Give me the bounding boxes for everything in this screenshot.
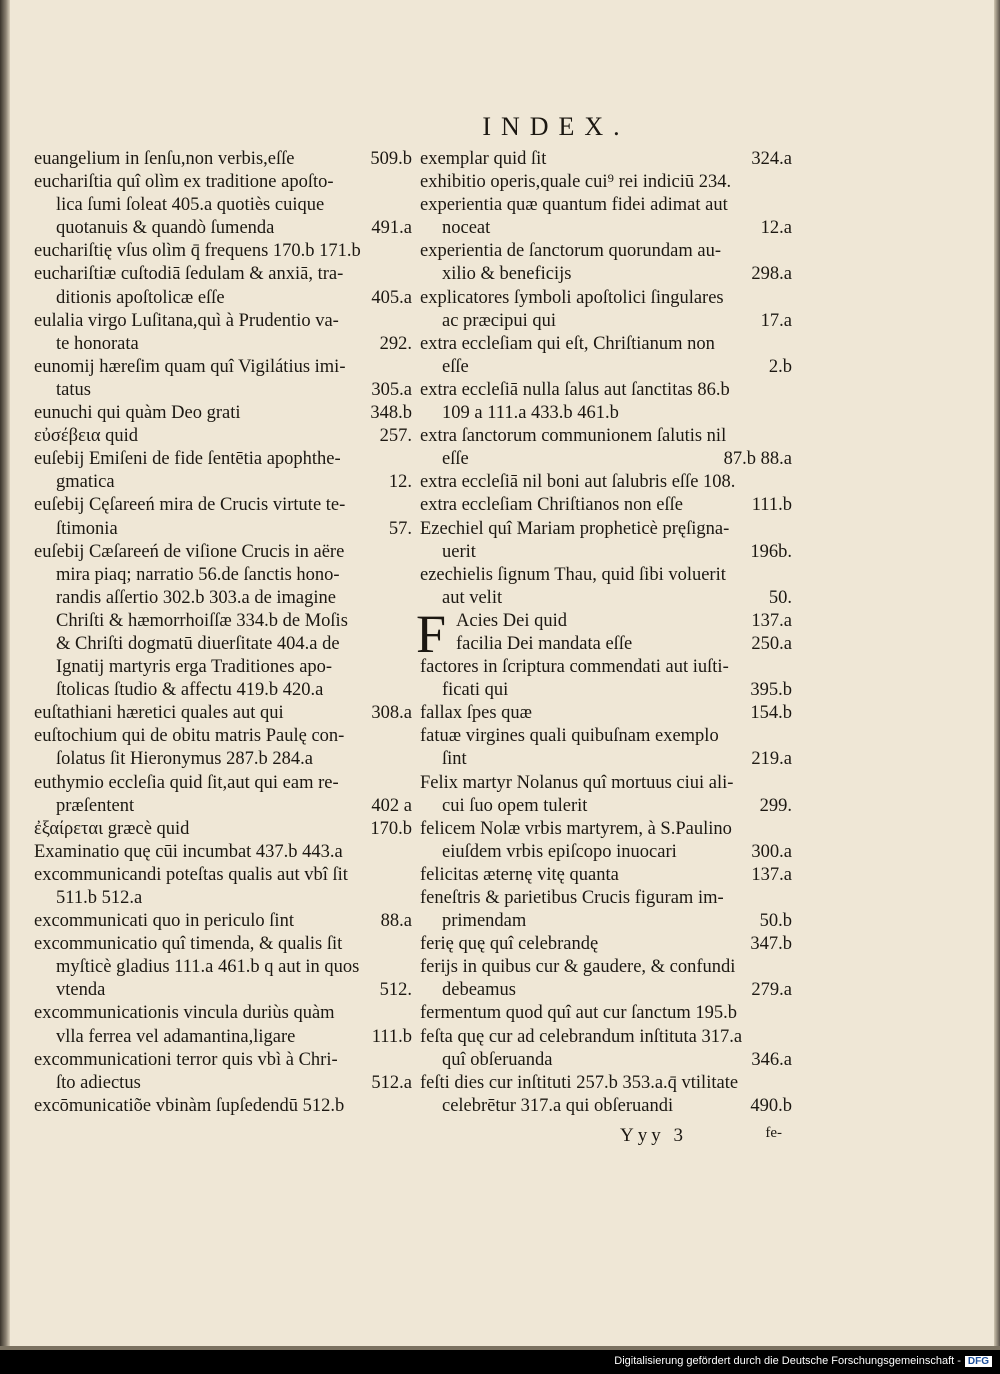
index-line — [420, 541, 792, 564]
index-term: Felix martyr Nolanus quî mortuus ciui ali- — [420, 772, 734, 793]
index-term: Acies Dei quid — [456, 610, 567, 631]
page-reference: 305.a — [371, 379, 412, 400]
index-term: Ignatij martyris erga Traditiones apo- — [56, 657, 333, 678]
index-entry — [34, 494, 412, 540]
index-entry — [34, 541, 412, 703]
index-line — [34, 795, 412, 818]
index-line — [34, 725, 412, 748]
index-term: ezechielis ſignum Thau, quid ſibi voluerit — [420, 564, 726, 585]
page-bottom-edge — [0, 1346, 1000, 1350]
index-term: felicem Nolæ vrbis martyrem, à S.Paulino — [420, 818, 732, 839]
index-line — [34, 171, 412, 194]
index-entry — [34, 933, 412, 1002]
page-reference: 17.a — [760, 310, 792, 331]
index-term: xilio & beneficijs — [442, 264, 572, 285]
page-reference: 87.b 88.a — [723, 449, 792, 470]
page-reference: 88.a — [380, 911, 412, 932]
index-term: fermentum quod quî aut cur ſanctum 195.b — [420, 1003, 737, 1024]
index-term: eiuſdem vrbis epiſcopo inuocari — [442, 841, 677, 862]
index-term: excommunicationis vincula duriùs quàm — [34, 1003, 335, 1024]
index-term: euthymio eccleſia quid ſit,aut qui eam re- — [34, 772, 339, 793]
index-entry — [420, 194, 792, 240]
index-line — [420, 1026, 792, 1049]
index-line — [34, 1026, 412, 1049]
index-line — [420, 610, 792, 633]
page-reference: 2.b — [768, 356, 792, 377]
index-entry — [34, 772, 412, 818]
index-term: cui ſuo opem tulerit — [442, 795, 588, 816]
index-line — [34, 1095, 412, 1118]
index-line — [34, 933, 412, 956]
index-line — [34, 772, 412, 795]
index-term: extra eccleſiam qui eſt, Chriſtianum non — [420, 333, 715, 354]
index-line — [420, 725, 792, 748]
index-term: 109 a 111.a 433.b 461.b — [442, 403, 619, 424]
page-reference: 512. — [379, 980, 412, 1001]
index-term: felicitas æternę vitę quanta — [420, 864, 619, 885]
index-term: εὐσέβεια quid — [34, 426, 139, 447]
page-reference: 298.a — [751, 264, 792, 285]
index-entry — [420, 1002, 792, 1025]
index-line — [420, 287, 792, 310]
page-reference: 170.b — [370, 818, 412, 839]
index-term: exemplar quid ſit — [420, 149, 547, 169]
index-term: primendam — [442, 911, 527, 932]
index-term: excommunicationi terror quis vbì à Chri- — [34, 1049, 338, 1070]
index-line — [420, 1002, 792, 1025]
index-line — [34, 263, 412, 286]
index-line — [34, 494, 412, 517]
index-term: experientia quæ quantum fidei adimat aut — [420, 195, 728, 216]
index-line — [420, 864, 792, 887]
index-line — [34, 402, 412, 425]
index-term: facilia Dei mandata eſſe — [456, 633, 633, 654]
page-reference: 491.a — [371, 218, 412, 239]
index-term: experientia de ſanctorum quorundam au- — [420, 241, 722, 262]
index-line — [34, 310, 412, 333]
page-reference: 346.a — [751, 1049, 792, 1070]
index-term: vtenda — [56, 980, 106, 1001]
index-line — [420, 587, 792, 610]
page-reference: 512.a — [371, 1072, 412, 1093]
index-term: explicatores ſymboli apoſtolici ſingulares — [420, 287, 724, 308]
index-term: eunomij hæreſim quam quî Vigilátius imi- — [34, 356, 346, 377]
index-entry — [34, 448, 412, 494]
index-term: Examinatio quę cūi incumbat 437.b 443.a — [34, 841, 343, 862]
index-term: extra ſanctorum communionem ſalutis nil — [420, 426, 727, 447]
digitization-credit: Digitalisierung gefördert durch die Deutsche Forschungsgemeinschaft - DFG — [614, 1352, 992, 1370]
index-term: ficati qui — [442, 680, 509, 701]
index-line — [420, 310, 792, 333]
page-reference: 347.b — [750, 934, 792, 955]
index-line — [420, 171, 792, 194]
index-line — [420, 356, 792, 379]
index-line — [420, 148, 792, 171]
index-term: ditionis apoſtolicæ eſſe — [56, 287, 225, 308]
index-term: euſebij Cæſareeń de viſione Crucis in aëre — [34, 541, 345, 562]
page-reference: 299. — [759, 795, 792, 816]
index-term: tatus — [56, 379, 91, 400]
index-line — [420, 564, 792, 587]
index-line — [34, 217, 412, 240]
page-reference: 137.a — [751, 610, 792, 631]
page-reference: 111.b — [371, 1026, 412, 1047]
page-reference: 402 a — [371, 795, 412, 816]
index-entry — [420, 887, 792, 933]
page-title: INDEX. — [482, 112, 630, 141]
index-line — [34, 1072, 412, 1095]
page-reference: 250.a — [751, 633, 792, 654]
index-line — [34, 702, 412, 725]
page-header — [0, 112, 1000, 142]
index-entry — [420, 656, 792, 702]
index-term: excōmunicatiõe vbinàm ſupſedendū 512.b — [34, 1095, 345, 1116]
index-line — [34, 1049, 412, 1072]
index-line — [420, 633, 792, 656]
index-term: fallax ſpes quæ — [420, 703, 533, 724]
index-line — [34, 841, 412, 864]
index-term: quî obſeruanda — [442, 1049, 553, 1070]
index-column-left — [34, 148, 412, 1118]
index-term: euchariſtiæ cuſtodiā ſedulam & anxiā, tra- — [34, 264, 344, 285]
index-line — [34, 518, 412, 541]
index-term: ferię quę quî celebrandę — [420, 934, 599, 955]
index-line — [420, 841, 792, 864]
index-term: excommunicati quo in periculo ſint — [34, 911, 294, 932]
index-entry — [420, 425, 792, 471]
index-line — [34, 956, 412, 979]
index-line — [420, 772, 792, 795]
index-entry — [420, 171, 792, 194]
index-line — [420, 1095, 792, 1118]
binding-edge — [0, 0, 10, 1350]
index-line — [420, 933, 792, 956]
page-reference: 57. — [388, 518, 412, 539]
index-term: eulalia virgo Luſitana,quì à Prudentio va- — [34, 310, 339, 331]
index-entry — [420, 1072, 792, 1118]
index-entry — [420, 494, 792, 517]
page-reference: 50.b — [759, 911, 792, 932]
index-entry — [420, 379, 792, 425]
index-entry — [420, 956, 792, 1002]
index-term: ſtimonia — [56, 518, 118, 539]
index-term: 511.b 512.a — [56, 888, 143, 908]
index-term: eſſe — [442, 356, 469, 377]
index-line — [34, 356, 412, 379]
index-line — [420, 818, 792, 841]
index-line — [420, 1049, 792, 1072]
index-term: randis aſſertio 302.b 303.a de imagine — [56, 587, 336, 608]
index-line — [420, 656, 792, 679]
credit-text: Digitalisierung gefördert durch die Deutsche Forschungsgemeinschaft — [614, 1355, 955, 1367]
index-term: euſebij Emiſeni de fide ſentētia apophthe- — [34, 449, 341, 470]
index-term: excommunicandi poteſtas qualis aut vbî ſit — [34, 864, 348, 885]
index-line — [420, 494, 792, 517]
index-line — [34, 633, 412, 656]
index-entry — [34, 240, 412, 263]
page-reference: 324.a — [751, 149, 792, 169]
index-line — [34, 564, 412, 587]
index-term: ferijs in quibus cur & gaudere, & confundi — [420, 957, 736, 978]
index-entry — [420, 772, 792, 818]
index-term: Chriſti & hæmorrhoiſſæ 334.b de Moſis — [56, 610, 348, 631]
index-entry — [34, 1049, 412, 1095]
index-term: gmatica — [56, 472, 115, 493]
index-term: euchariſtię vſus olìm q̄ frequens 170.b 171.b — [34, 241, 361, 262]
index-entry — [34, 1095, 412, 1118]
page-reference: 50. — [768, 587, 792, 608]
index-term: ſolatus ſit Hieronymus 287.b 284.a — [56, 749, 313, 770]
index-entry — [34, 148, 412, 171]
index-entry — [420, 818, 792, 864]
index-entry — [34, 864, 412, 910]
index-term: & Chriſti dogmatū diuerſitate 404.a de — [56, 633, 340, 654]
index-entry — [420, 287, 792, 333]
index-line — [420, 518, 792, 541]
index-entry — [420, 933, 792, 956]
index-entry — [34, 171, 412, 240]
index-term: feſta quę cur ad celebrandum inſtituta 317.a — [420, 1026, 743, 1047]
index-entry — [420, 864, 792, 887]
page-reference: 292. — [379, 333, 412, 354]
page-reference: 111.b — [751, 495, 792, 516]
index-term: extra eccleſiam Chriſtianos non eſſe — [420, 495, 684, 516]
index-entry — [34, 425, 412, 448]
index-line — [420, 240, 792, 263]
index-term: feneſtris & parietibus Crucis figuram im- — [420, 888, 724, 908]
index-term: ac præcipui qui — [442, 310, 557, 331]
page-reference: 196b. — [750, 541, 792, 562]
index-term: extra eccleſiā nil boni aut ſalubris eſſe 108. — [420, 472, 736, 493]
index-line — [34, 240, 412, 263]
index-line — [34, 864, 412, 887]
index-entry — [420, 518, 792, 564]
index-entry — [34, 263, 412, 309]
index-line — [420, 448, 792, 471]
index-line — [420, 979, 792, 1002]
index-line — [34, 448, 412, 471]
index-line — [420, 379, 792, 402]
index-line — [420, 748, 792, 771]
index-term: feſti dies cur inſtituti 257.b 353.a.q̄ vtilitate — [420, 1072, 739, 1093]
page-reference: 137.a — [751, 864, 792, 885]
index-term: euſtochium qui de obitu matris Paulę con- — [34, 726, 345, 747]
index-entry — [34, 818, 412, 841]
index-entry — [34, 702, 412, 725]
index-line — [34, 194, 412, 217]
index-line — [420, 333, 792, 356]
index-line — [34, 979, 412, 1002]
index-entry — [34, 841, 412, 864]
index-line — [420, 217, 792, 240]
page-edge — [994, 0, 1000, 1350]
index-term: te honorata — [56, 333, 139, 354]
catchword: fe- — [765, 1125, 782, 1141]
index-term: ſint — [442, 749, 467, 770]
index-entry — [34, 910, 412, 933]
index-term: celebrētur 317.a qui obſeruandi — [442, 1095, 674, 1116]
page-reference: 348.b — [370, 403, 412, 424]
page-reference: 395.b — [750, 680, 792, 701]
index-line — [420, 471, 792, 494]
index-term: myſticè gladius 111.a 461.b q aut in quos — [56, 957, 360, 978]
index-entry — [34, 356, 412, 402]
index-term: euſebij Cęſareeń mira de Crucis virtute te- — [34, 495, 346, 516]
index-term: aut velit — [442, 587, 503, 608]
index-line — [34, 379, 412, 402]
index-line — [34, 587, 412, 610]
index-term: vlla ferrea vel adamantina,ligare — [56, 1026, 296, 1047]
index-term: eſſe — [442, 449, 469, 470]
page-reference: 12.a — [760, 218, 792, 239]
index-line — [34, 333, 412, 356]
drop-cap-letter: F — [416, 603, 447, 664]
index-line — [420, 402, 792, 425]
index-line — [34, 1002, 412, 1025]
page-reference: 219.a — [751, 749, 792, 770]
index-term: præſentent — [56, 795, 135, 816]
page-reference: 279.a — [751, 980, 792, 1001]
index-term: eunuchi qui quàm Deo grati — [34, 403, 241, 424]
index-line — [420, 425, 792, 448]
index-line — [34, 679, 412, 702]
index-term: euchariſtia quî olìm ex traditione apoſto- — [34, 172, 334, 193]
index-line — [34, 287, 412, 310]
index-line — [420, 887, 792, 910]
index-line — [420, 956, 792, 979]
index-term: ἐξαίρεται græcè quid — [34, 818, 190, 839]
page-footer-marks — [620, 1125, 790, 1147]
page-reference: 509.b — [370, 149, 412, 169]
index-line — [34, 425, 412, 448]
index-term: quotanuis & quandò ſumenda — [56, 218, 275, 239]
page-reference: 405.a — [371, 287, 412, 308]
index-entry — [420, 564, 792, 610]
page-reference: 12. — [388, 472, 412, 493]
index-term: mira piaq; narratio 56.de ſanctis hono- — [56, 564, 340, 585]
index-line — [420, 679, 792, 702]
index-entry — [420, 1026, 792, 1072]
index-line — [34, 887, 412, 910]
index-line — [420, 795, 792, 818]
page-reference: 300.a — [751, 841, 792, 862]
index-term: debeamus — [442, 980, 516, 1001]
index-entry — [420, 471, 792, 494]
index-entry — [34, 725, 412, 771]
index-entry — [34, 1002, 412, 1048]
page-reference: 308.a — [371, 703, 412, 724]
index-line — [34, 610, 412, 633]
index-entry — [420, 148, 792, 171]
index-term: Ezechiel quî Mariam propheticè pręſigna- — [420, 518, 730, 539]
index-term: euangelium in ſenſu,non verbis,eſſe — [34, 149, 295, 169]
page-reference: 257. — [379, 426, 412, 447]
index-term: euſtathiani hæretici quales aut qui — [34, 703, 284, 724]
page-reference: 154.b — [750, 703, 792, 724]
index-entry — [420, 333, 792, 379]
index-term: fatuæ virgines quali quibuſnam exemplo — [420, 726, 719, 747]
index-column-right — [416, 148, 792, 1118]
index-entry — [416, 603, 792, 664]
index-term: uerit — [442, 541, 476, 562]
index-line — [34, 910, 412, 933]
page-reference: 490.b — [750, 1095, 792, 1116]
index-line — [420, 910, 792, 933]
index-term: extra eccleſiā nulla ſalus aut ſanctitas 86.b — [420, 379, 730, 400]
index-term: factores in ſcriptura commendati aut iuſti- — [420, 657, 729, 678]
dfg-logo: DFG — [965, 1356, 992, 1367]
index-line — [420, 702, 792, 725]
index-term: excommunicatio quî timenda, & qualis ſit — [34, 934, 343, 955]
index-entry — [420, 240, 792, 286]
index-line — [34, 541, 412, 564]
index-entry — [420, 702, 792, 725]
index-term: noceat — [442, 218, 491, 239]
index-entry — [34, 402, 412, 425]
index-term: lica ſumi ſoleat 405.a quotiès cuique — [56, 195, 325, 216]
index-term: ſto adiectus — [56, 1072, 141, 1093]
index-line — [420, 263, 792, 286]
index-line — [420, 1072, 792, 1095]
index-line — [34, 748, 412, 771]
index-line — [34, 148, 412, 171]
index-term: ſtolicas ſtudio & affectu 419.b 420.a — [56, 680, 324, 701]
index-term: exhibitio operis,quale cui⁹ rei indiciū 234. — [420, 172, 732, 193]
index-entry — [420, 725, 792, 771]
index-entry — [34, 310, 412, 356]
index-line — [34, 471, 412, 494]
signature-mark: Yyy 3 — [620, 1125, 687, 1146]
index-line — [34, 656, 412, 679]
index-line — [420, 194, 792, 217]
index-line — [34, 818, 412, 841]
